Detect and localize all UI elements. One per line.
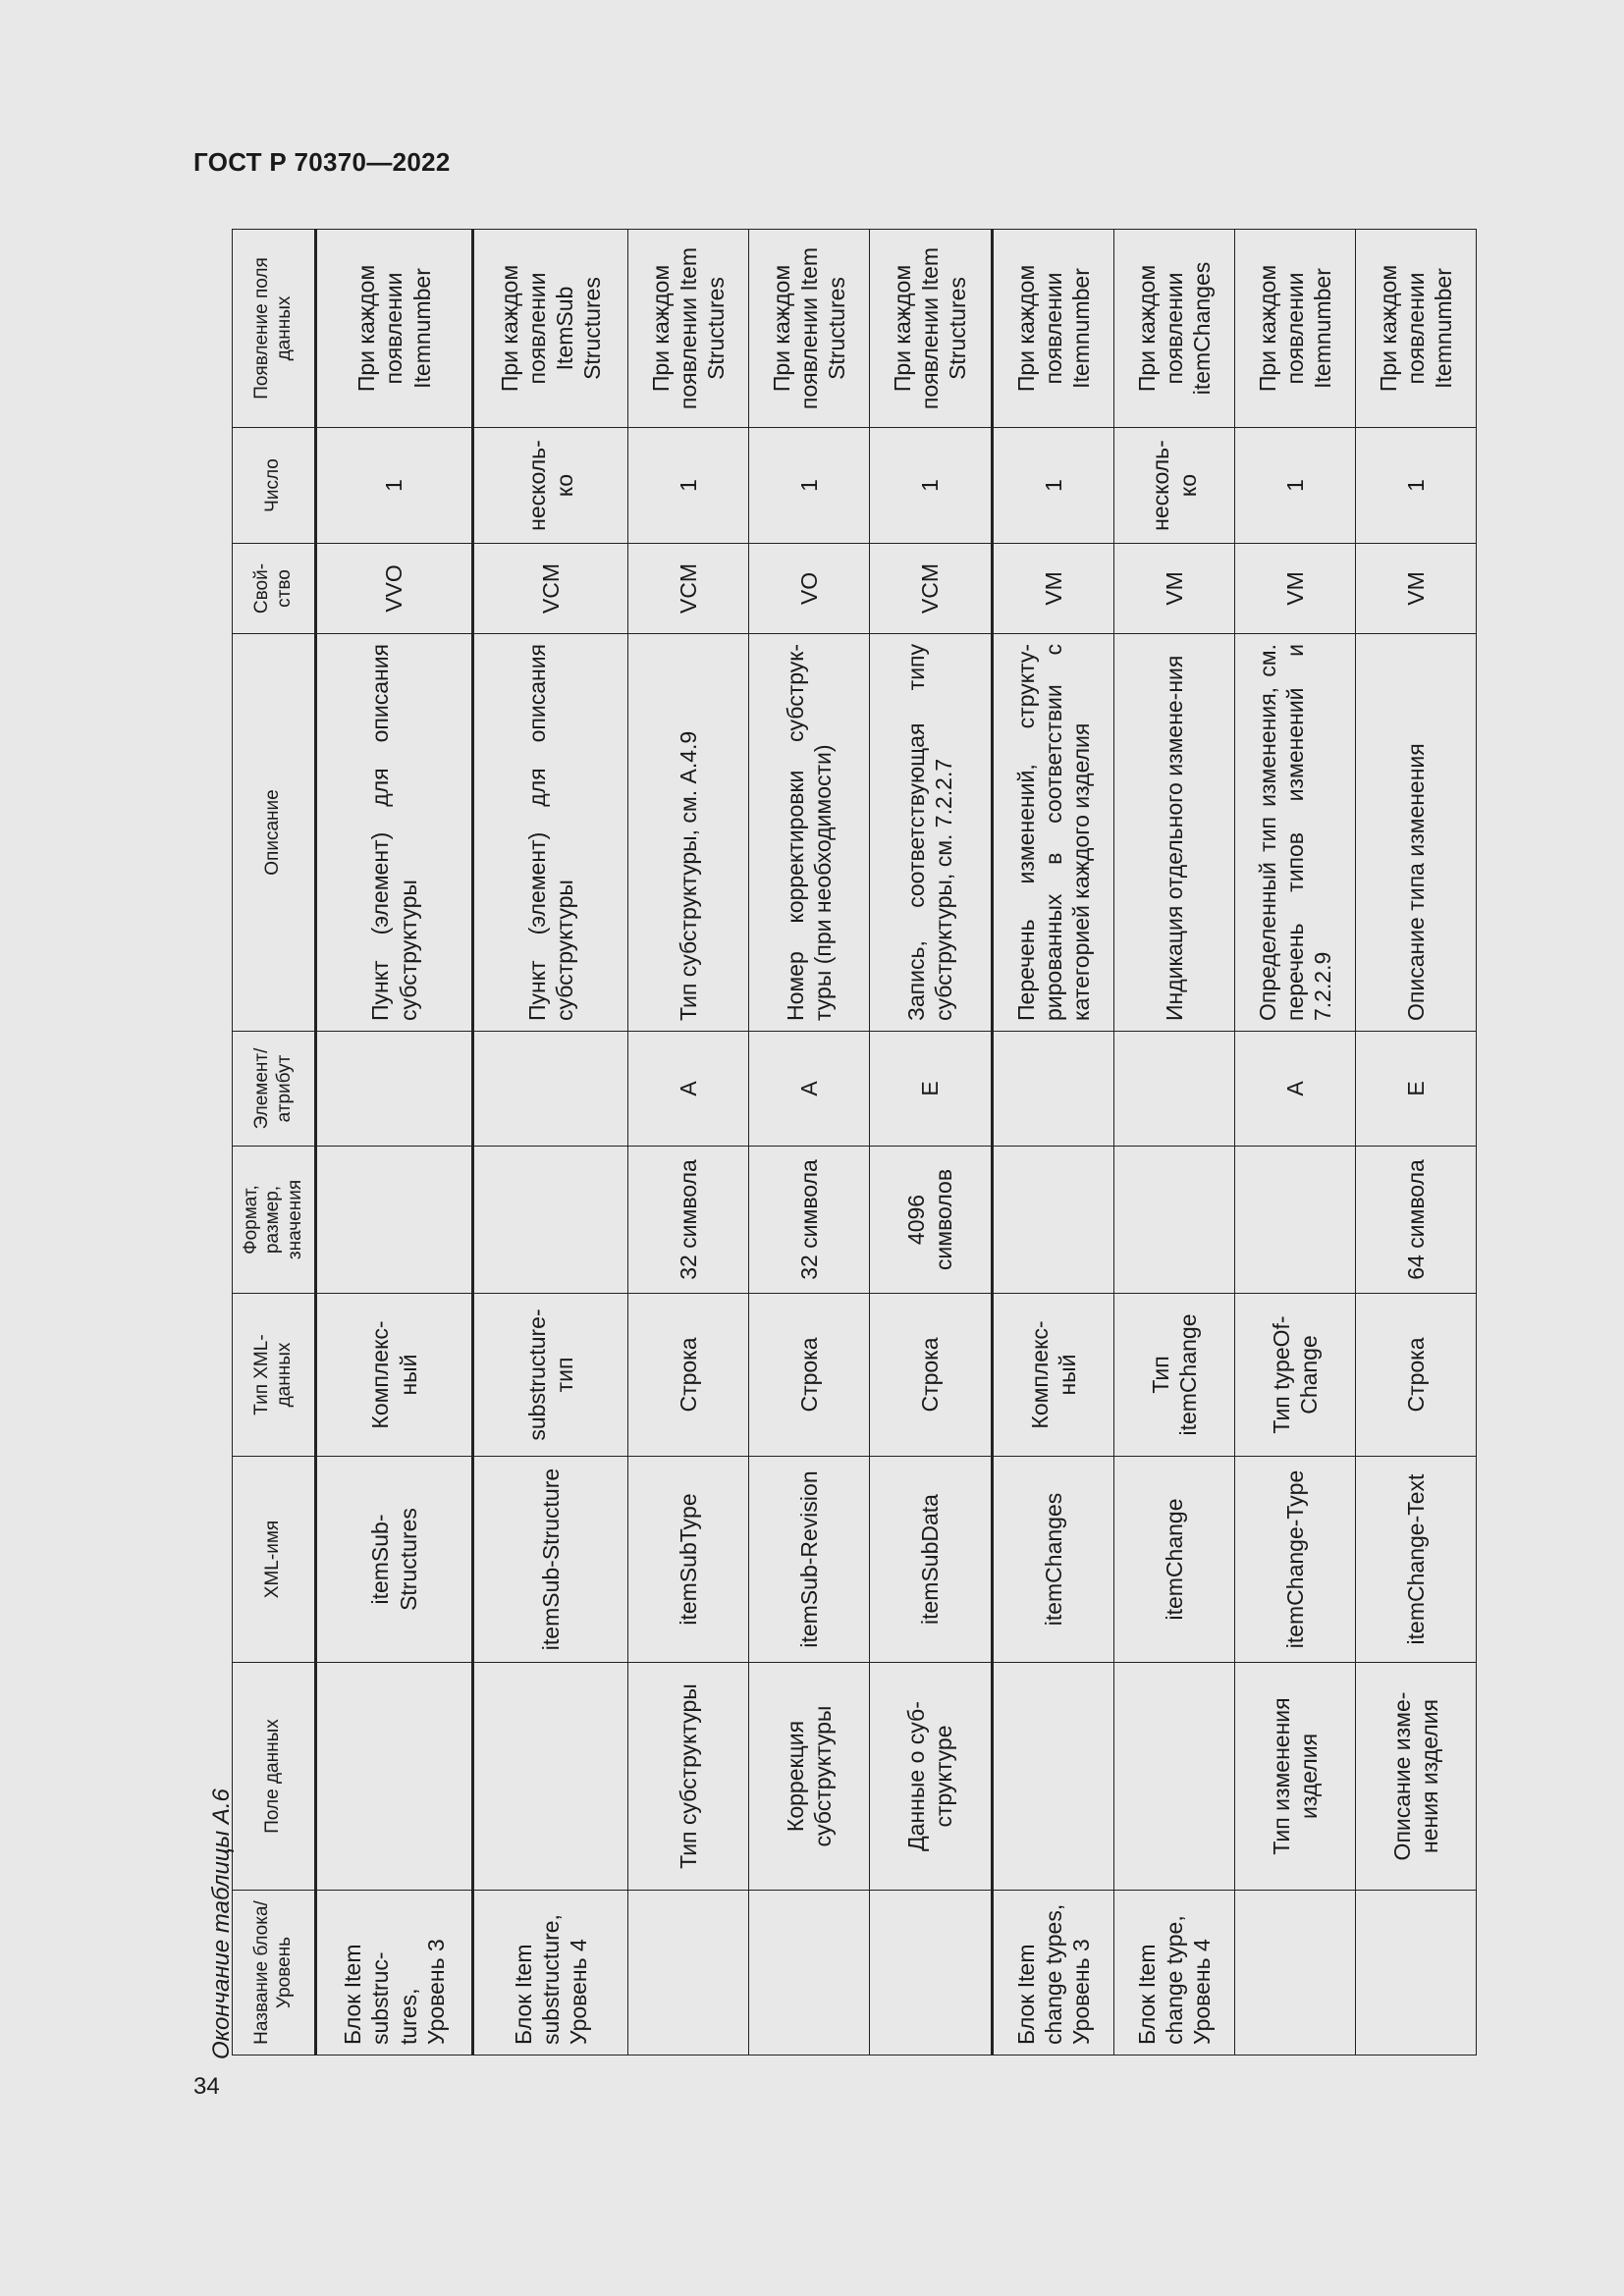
table-cell: itemChanges (992, 1457, 1113, 1663)
table-cell: itemChange-Type (1234, 1457, 1355, 1663)
table-cell: 1 (992, 428, 1113, 544)
table-cell: VM (992, 544, 1113, 634)
table-cell: itemChange (1113, 1457, 1234, 1663)
table-cell: При каждом появлении Itemnumber (316, 230, 473, 428)
table-cell: VVO (316, 544, 473, 634)
table-cell: несколь-ко (472, 428, 627, 544)
table-cell (1234, 1891, 1355, 2056)
table-cell (316, 1663, 473, 1891)
table-cell: Строка (870, 1294, 992, 1457)
table-cell: A (1234, 1032, 1355, 1147)
table-caption: Окончание таблицы А.6 (208, 1789, 235, 2059)
table-cell (472, 1032, 627, 1147)
table-cell: 64 символа (1355, 1147, 1476, 1294)
table-cell: Блок Item change types, Уровень 3 (992, 1891, 1113, 2056)
column-header: Появление поля данных (233, 230, 316, 428)
table-cell: 4096 символов (870, 1147, 992, 1294)
table-cell: VO (749, 544, 870, 634)
table-cell: Комплекс-ный (992, 1294, 1113, 1457)
table-cell: E (870, 1032, 992, 1147)
table-cell (316, 1147, 473, 1294)
table-cell: 1 (1355, 428, 1476, 544)
table-cell: itemSub-Revision (749, 1457, 870, 1663)
table-cell: Тип субструктуры, см. А.4.9 (628, 634, 749, 1032)
table-cell: A (628, 1032, 749, 1147)
table-cell: Описание изме-нения изделия (1355, 1663, 1476, 1891)
table-cell: E (1355, 1032, 1476, 1147)
table-cell: A (749, 1032, 870, 1147)
table-cell: Блок Item substructure, Уровень 4 (472, 1891, 627, 2056)
table-cell: Блок Item change type, Уровень 4 (1113, 1891, 1234, 2056)
table-cell: itemChange-Text (1355, 1457, 1476, 1663)
table-row (316, 230, 473, 2056)
table-cell: Описание типа изменения (1355, 634, 1476, 1032)
table-cell (1234, 1147, 1355, 1294)
column-header: Название блока/ Уровень (233, 1891, 316, 2056)
table-cell: При каждом появлении Item Structures (870, 230, 992, 428)
table-row (1355, 230, 1476, 2056)
table-cell: VM (1355, 544, 1476, 634)
table-header-row (233, 230, 316, 2056)
column-header: Число (233, 428, 316, 544)
table-cell: Комплекс-ный (316, 1294, 473, 1457)
data-table (232, 229, 1477, 2056)
table-cell: itemSubData (870, 1457, 992, 1663)
table-row (1234, 230, 1355, 2056)
table-cell (1113, 1147, 1234, 1294)
table-cell: 1 (870, 428, 992, 544)
table-cell: Тип itemChange (1113, 1294, 1234, 1457)
page-number: 34 (193, 2073, 220, 2100)
table-cell: При каждом появлении Item Structures (749, 230, 870, 428)
table-cell: VCM (628, 544, 749, 634)
table-cell: 32 символа (749, 1147, 870, 1294)
table-cell (472, 1663, 627, 1891)
table-cell: Пункт (элемент) для описания субструктуры (316, 634, 473, 1032)
table-cell: Перечень изменений, структу-рированных в соответствии с категорией каждого изделия (992, 634, 1113, 1032)
table-cell (992, 1032, 1113, 1147)
table-cell: Запись, соответствующая типу субструктуры, см. 7.2.2.7 (870, 634, 992, 1032)
table-cell: Пункт (элемент) для описания субструктуры (472, 634, 627, 1032)
table-cell (992, 1147, 1113, 1294)
rotated-table-container (232, 230, 1477, 2056)
table-cell: При каждом появлении Itemnumber (1234, 230, 1355, 428)
table-cell: Тип typeOf-Change (1234, 1294, 1355, 1457)
table-cell: Тип субструктуры (628, 1663, 749, 1891)
column-header: XML-имя (233, 1457, 316, 1663)
table-cell (1355, 1891, 1476, 2056)
column-header: Поле данных (233, 1663, 316, 1891)
table-cell: При каждом появлении Itemnumber (992, 230, 1113, 428)
table-cell (472, 1147, 627, 1294)
table-cell (749, 1891, 870, 2056)
table-cell (1113, 1663, 1234, 1891)
table-cell: Номер корректировки субструк-туры (при необходимости) (749, 634, 870, 1032)
column-header: Свой-ство (233, 544, 316, 634)
table-row (628, 230, 749, 2056)
table-cell: 1 (628, 428, 749, 544)
table-cell: При каждом появлении itemChanges (1113, 230, 1234, 428)
table-row (870, 230, 992, 2056)
table-cell: несколь-ко (1113, 428, 1234, 544)
table-cell: При каждом появлении ItemSub Structures (472, 230, 627, 428)
table-cell: При каждом появлении Item Structures (628, 230, 749, 428)
table-cell: Коррекция субструктуры (749, 1663, 870, 1891)
column-header: Формат, размер, значения (233, 1147, 316, 1294)
table-cell: Строка (749, 1294, 870, 1457)
table-cell: 1 (316, 428, 473, 544)
table-cell: itemSub-Structure (472, 1457, 627, 1663)
table-cell: Индикация отдельного измене-ния (1113, 634, 1234, 1032)
table-cell: VCM (472, 544, 627, 634)
table-cell (316, 1032, 473, 1147)
table-cell: VM (1234, 544, 1355, 634)
table-cell (870, 1891, 992, 2056)
column-header: Элемент/ атрибут (233, 1032, 316, 1147)
table-cell: Тип изменения изделия (1234, 1663, 1355, 1891)
table-cell: Строка (1355, 1294, 1476, 1457)
table-row (749, 230, 870, 2056)
table-row (1113, 230, 1234, 2056)
table-cell (1113, 1032, 1234, 1147)
column-header: Тип XML-данных (233, 1294, 316, 1457)
table-cell: Данные о суб-структуре (870, 1663, 992, 1891)
table-cell: itemSub-Structures (316, 1457, 473, 1663)
table-row (472, 230, 627, 2056)
table-cell: itemSubType (628, 1457, 749, 1663)
table-cell: 1 (1234, 428, 1355, 544)
table-cell: VM (1113, 544, 1234, 634)
table-cell: 1 (749, 428, 870, 544)
table-cell: Блок Item substruc-tures, Уровень 3 (316, 1891, 473, 2056)
table-cell (628, 1891, 749, 2056)
table-cell (992, 1663, 1113, 1891)
column-header: Описание (233, 634, 316, 1032)
table-cell: Строка (628, 1294, 749, 1457)
table-cell: substructure-тип (472, 1294, 627, 1457)
table-row (992, 230, 1113, 2056)
table-cell: VCM (870, 544, 992, 634)
table-cell: Определенный тип изменения, см. перечень типов изменений и 7.2.2.9 (1234, 634, 1355, 1032)
table-cell: 32 символа (628, 1147, 749, 1294)
table-cell: При каждом появлении Itemnumber (1355, 230, 1476, 428)
document-code: ГОСТ Р 70370—2022 (193, 147, 451, 177)
